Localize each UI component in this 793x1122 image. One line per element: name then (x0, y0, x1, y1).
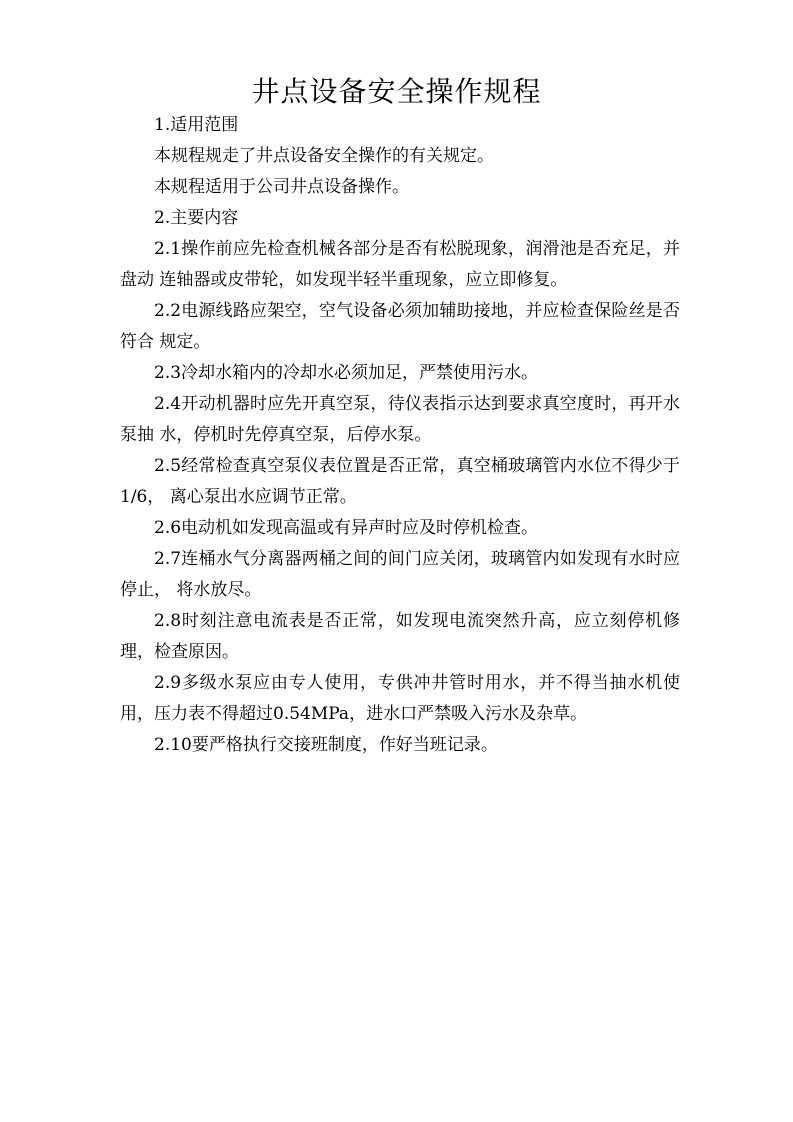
document-title: 井点设备安全操作规程 (251, 75, 542, 108)
paragraph: 本规程规走了井点设备安全操作的有关规定。 (154, 146, 494, 166)
clause-paragraph: 2.9多级水泵应由专人使用，专供冲井管时用水，并不得当抽水机使用，压力表不得超过0.54MPa，进水口严禁吸入污水及杂草。 (120, 673, 680, 724)
clause-paragraph: 2.5经常检查真空泵仪表位置是否正常，真空桶玻璃管内水位不得少于1/6， 离心泵出水应调节正常。 (120, 456, 680, 507)
document-body (120, 110, 680, 761)
paragraph: 本规程适用于公司井点设备操作。 (154, 177, 409, 197)
clause-paragraph: 2.4开动机器时应先开真空泵，待仪表指示达到要求真空度时，再开水泵抽 水，停机时先停真空泵，后停水泵。 (120, 394, 680, 445)
clause-paragraph: 2.2电源线路应架空，空气设备必须加辅助接地，并应检查保险丝是否符合 规定。 (120, 301, 680, 352)
clause-paragraph: 2.7连桶水气分离器两桶之间的间门应关闭，玻璃管内如发现有水时应停止， 将水放尽。 (120, 549, 680, 600)
section-heading: 1.适用范围 (154, 115, 239, 135)
clause-paragraph: 2.10要严格执行交接班制度，作好当班记录。 (154, 735, 498, 755)
clause-paragraph: 2.1操作前应先检查机械各部分是否有松脱现象，润滑池是否充足，并盘动 连轴器或皮带轮，如发现半轻半重现象，应立即修复。 (120, 239, 680, 290)
clause-paragraph: 2.6电动机如发现高温或有异声时应及时停机检查。 (154, 518, 539, 538)
section-heading: 2.主要内容 (154, 208, 239, 228)
clause-paragraph: 2.8时刻注意电流表是否正常，如发现电流突然升高，应立刻停机修理，检查原因。 (120, 611, 680, 662)
clause-paragraph: 2.3冷却水箱内的冷却水必须加足，严禁使用污水。 (154, 363, 539, 383)
